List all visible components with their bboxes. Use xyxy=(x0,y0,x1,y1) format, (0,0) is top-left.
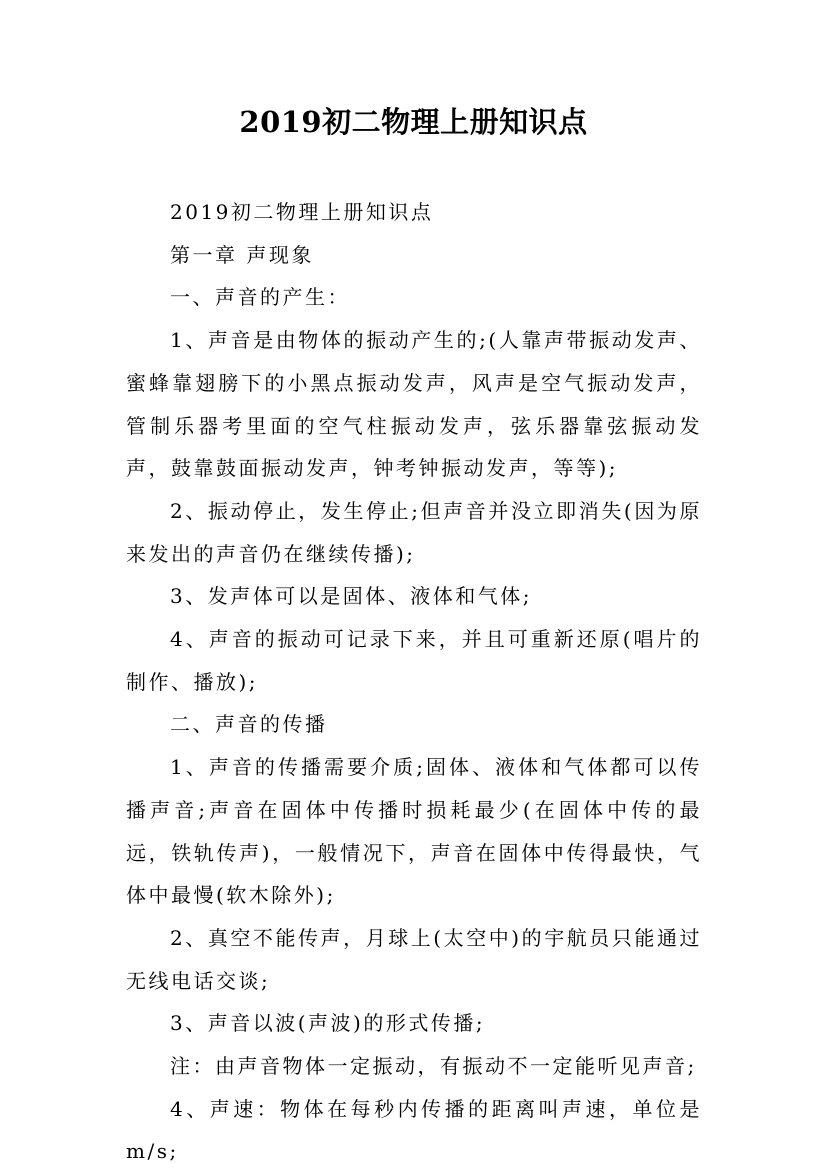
document-body xyxy=(126,191,702,1173)
paragraph-sound-origin-3: 3、发声体可以是固体、液体和气体; xyxy=(170,584,532,609)
paragraph-sound-origin-4: 4、声音的振动可记录下来，并且可重新还原(唱片的制作、播放); xyxy=(126,627,702,694)
paragraph-chapter-heading: 第一章 声现象 xyxy=(170,242,314,267)
paragraph-propagation-1: 1、声音的传播需要介质;固体、液体和气体都可以传播声音;声音在固体中传播时损耗最少(在固体中传的最远，铁轨传声)，一般情况下，声音在固体中传得最快，气体中最慢(软木除外); xyxy=(126,755,702,908)
paragraph-propagation-2: 2、真空不能传声，月球上(太空中)的宇航员只能通过无线电话交谈; xyxy=(126,925,702,993)
paragraph-sound-origin-1: 1、声音是由物体的振动产生的;(人靠声带振动发声、蜜蜂靠翅膀下的小黑点振动发声，风声是空气振动发声，管制乐器考里面的空气柱振动发声，弦乐器靠弦振动发声，鼓靠鼓面振动发声，钟考钟振动发声，等等); xyxy=(126,328,702,481)
paragraph-sound-origin-2: 2、振动停止，发生停止;但声音并没立即消失(因为原来发出的声音仍在继续传播); xyxy=(126,498,702,566)
paragraph-subtitle: 2019初二物理上册知识点 xyxy=(170,200,434,224)
document-title: 2019初二物理上册知识点 xyxy=(239,105,588,139)
paragraph-propagation-4: 4、声速：物体在每秒内传播的距离叫声速，单位是m/s; xyxy=(126,1096,702,1164)
paragraph-section-heading-1: 一、声音的产生： xyxy=(170,285,350,310)
paragraph-section-heading-2: 二、声音的传播 xyxy=(170,712,328,737)
paragraph-note: 注：由声音物体一定振动，有振动不一定能听见声音; xyxy=(170,1054,697,1079)
paragraph-propagation-3: 3、声音以波(声波)的形式传播; xyxy=(170,1011,486,1036)
